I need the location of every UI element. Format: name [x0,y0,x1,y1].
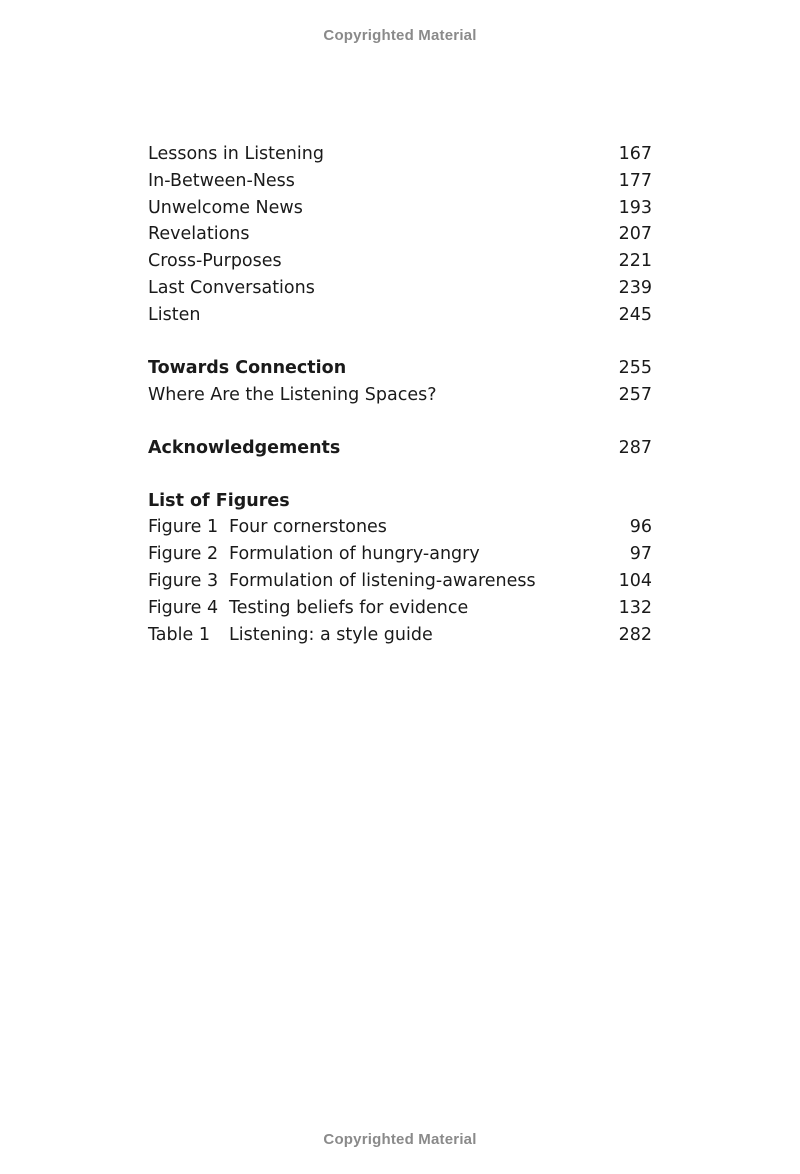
toc-acknowledgements-title: Acknowledgements [148,437,341,458]
section-spacer [148,408,652,434]
figure-page: 132 [618,597,652,618]
toc-entry[interactable] [148,141,652,168]
toc-acknowledgements-page: 287 [618,437,652,458]
toc-entry-page: 207 [618,224,652,245]
figure-title: Formulation of listening-awareness [229,570,536,591]
toc-entry-title: Unwelcome News [148,197,303,218]
toc-entry-page: 221 [618,251,652,272]
figure-page: 96 [629,517,652,538]
toc-acknowledgements[interactable] [148,435,652,462]
figure-page: 97 [629,544,652,565]
table-of-contents [148,141,652,648]
toc-entry-title: Where Are the Listening Spaces? [148,384,437,405]
toc-entry-title: Listen [148,304,201,325]
toc-entry-page: 177 [618,170,652,191]
toc-part-title: Towards Connection [148,357,347,378]
figure-page: 104 [618,570,652,591]
figure-label: Figure 2 [148,544,219,565]
toc-entry-title: Revelations [148,224,250,245]
toc-part-heading[interactable] [148,355,652,382]
figure-label: Figure 1 [148,517,219,538]
copyright-watermark-top: Copyrighted Material [323,27,477,44]
toc-entry-title: Last Conversations [148,277,315,298]
toc-entry[interactable] [148,302,652,329]
toc-entry[interactable] [148,382,652,409]
table-page: 282 [618,624,652,645]
toc-entry[interactable] [148,195,652,222]
figure-label: Figure 3 [148,570,219,591]
figure-entry[interactable] [148,514,652,541]
toc-entry-title: In-Between-Ness [148,170,295,191]
toc-entry[interactable] [148,275,652,302]
toc-entry-page: 245 [618,304,652,325]
toc-entry-page: 257 [618,384,652,405]
figure-entry[interactable] [148,595,652,622]
toc-entry[interactable] [148,168,652,195]
toc-entry-page: 193 [618,197,652,218]
table-label: Table 1 [148,624,210,645]
toc-entry[interactable] [148,248,652,275]
toc-entry-title: Cross-Purposes [148,251,282,272]
toc-entry-page: 239 [618,277,652,298]
section-spacer [148,329,652,355]
toc-entry[interactable] [148,221,652,248]
table-title: Listening: a style guide [229,624,433,645]
toc-entry-title: Lessons in Listening [148,144,324,164]
toc-entry-page: 167 [618,144,652,164]
figure-title: Formulation of hungry-angry [229,544,480,565]
figure-entry[interactable] [148,541,652,568]
list-of-figures-heading: List of Figures [148,490,290,511]
copyright-watermark-bottom: Copyrighted Material [323,1131,477,1148]
figure-entry[interactable] [148,568,652,595]
figure-title: Testing beliefs for evidence [229,597,469,618]
toc-part-page: 255 [618,357,652,378]
table-entry[interactable] [148,622,652,649]
section-spacer [148,461,652,487]
figure-title: Four cornerstones [229,517,387,538]
figure-label: Figure 4 [148,597,219,618]
